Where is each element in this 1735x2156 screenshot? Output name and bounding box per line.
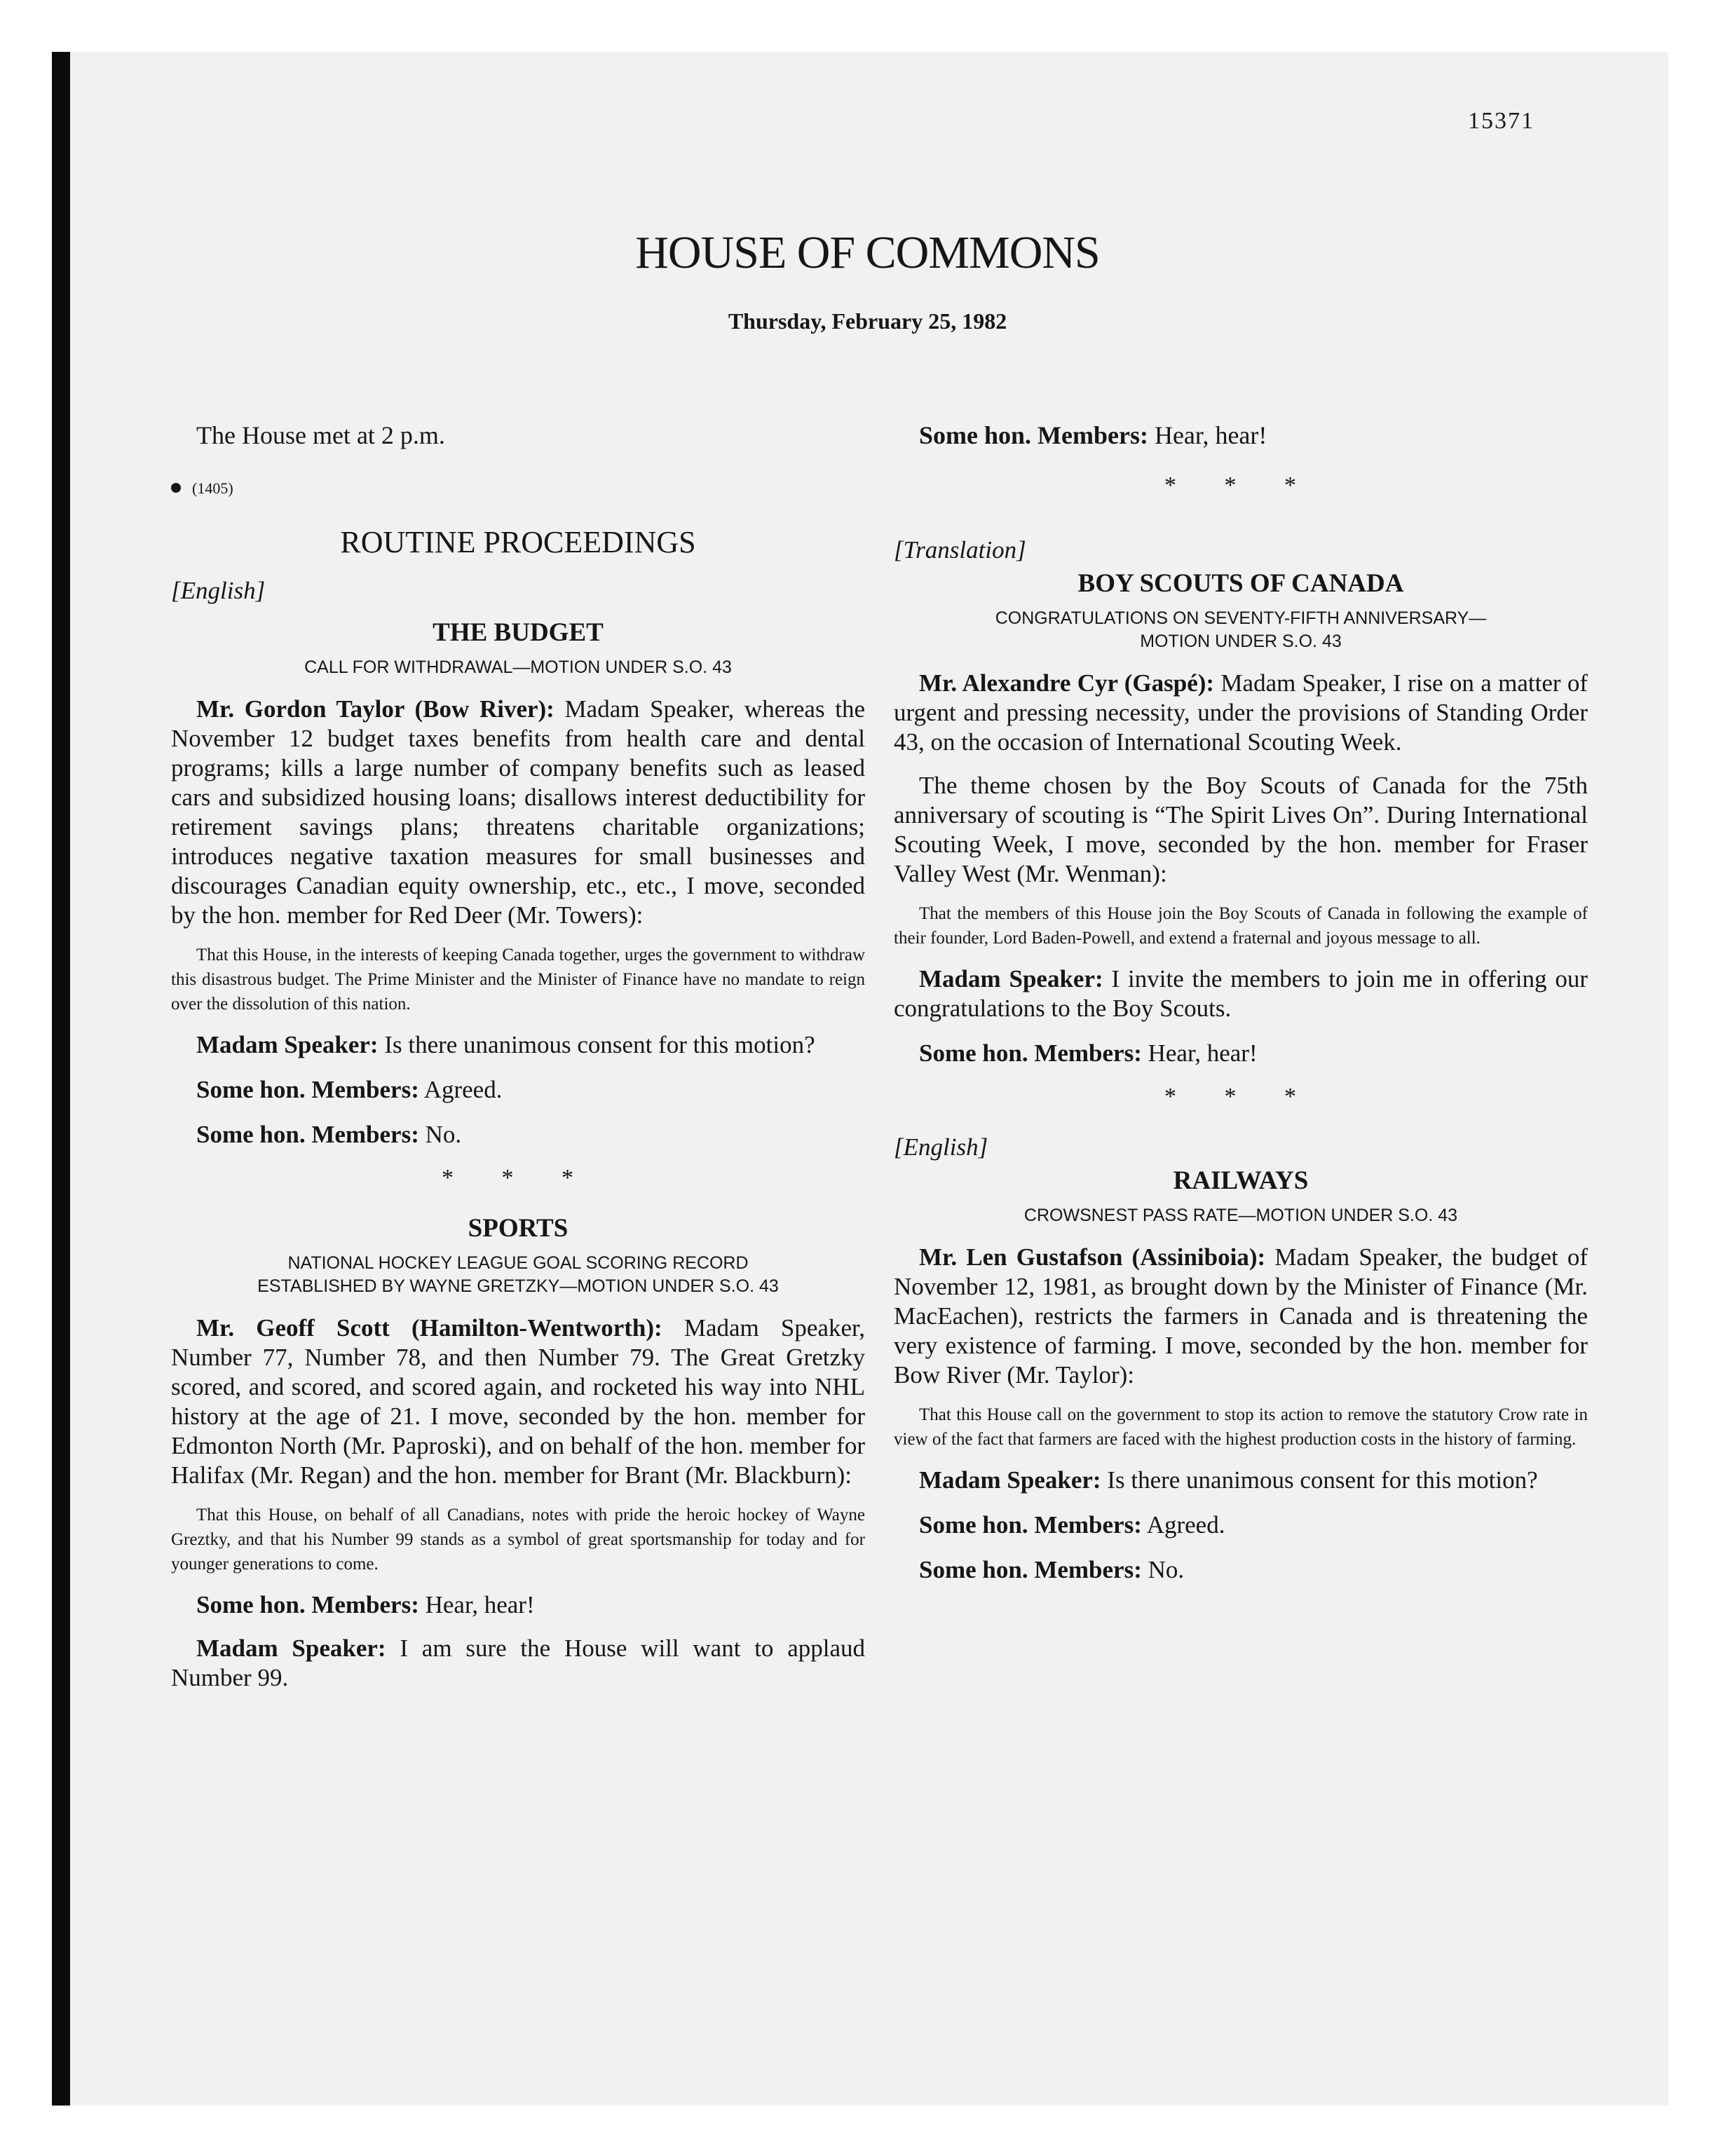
language-note: [English] bbox=[894, 1133, 988, 1161]
subheading-budget: CALL FOR WITHDRAWAL—MOTION UNDER S.O. 43 bbox=[304, 657, 732, 677]
reply-hear-hear bbox=[894, 421, 1588, 450]
speaker-name: Madam Speaker: bbox=[196, 1031, 379, 1058]
speaker-name: Mr. Alexandre Cyr (Gaspé): bbox=[919, 669, 1215, 697]
speech-gustafson bbox=[894, 1243, 1588, 1390]
right-column bbox=[894, 421, 1588, 1585]
speech-text: Madam Speaker, the budget of November 12, 1981, as brought down by the Minister of Finance (Mr. MacEachen), restricts the farmers in Canada and is threatening the very existence of farming. I move, seconded by the hon. member for Bow River (Mr. Taylor): bbox=[894, 1243, 1588, 1389]
speaker-name: Some hon. Members: bbox=[919, 421, 1148, 449]
closing-remark bbox=[171, 1634, 865, 1693]
consent-question bbox=[171, 1030, 865, 1060]
speech-text: Madam Speaker, Number 77, Number 78, and then Number 79. The Great Gretzky scored, and scored, and scored again, and rocketed his way into NHL history at the age of 21. I move, seconded by the hon. member for Edmonton North (Mr. Paproski), and on behalf of the hon. member for Halifax (Mr. Regan) and the hon. member for Brant (Mr. Blackburn): bbox=[171, 1314, 865, 1489]
speaker-name: Some hon. Members: bbox=[196, 1591, 419, 1618]
page-number: 15371 bbox=[1468, 108, 1535, 134]
speaker-name: Mr. Geoff Scott (Hamilton-Wentworth): bbox=[196, 1314, 662, 1342]
reply-hear-hear bbox=[171, 1590, 865, 1620]
heading-railways: RAILWAYS bbox=[1173, 1166, 1309, 1195]
section-separator: * * * bbox=[442, 1165, 594, 1191]
reply-agreed bbox=[171, 1075, 865, 1105]
section-separator: * * * bbox=[1164, 1084, 1317, 1110]
timestamp: (1405) bbox=[192, 479, 233, 497]
speaker-name: Madam Speaker: bbox=[919, 965, 1103, 992]
motion-sports: That this House, on behalf of all Canadians, notes with pride the heroic hockey of Wayne Greztky, and that his Number 99 stands as a symbol of great sportsmanship for today and for younger generations to come. bbox=[171, 1506, 865, 1574]
subheading-sports-2: ESTABLISHED BY WAYNE GRETZKY—MOTION UNDER S.O. 43 bbox=[257, 1276, 779, 1296]
speech-text: Is there unanimous consent for this motion? bbox=[384, 1031, 815, 1058]
motion-scouts: That the members of this House join the Boy Scouts of Canada in following the example of their founder, Lord Baden-Powell, and extend a fraternal and joyous message to all. bbox=[894, 904, 1588, 948]
speech-text: Hear, hear! bbox=[1154, 421, 1267, 449]
speaker-invitation bbox=[894, 964, 1588, 1023]
speaker-name: Mr. Gordon Taylor (Bow River): bbox=[196, 695, 554, 723]
section-title-routine-proceedings: ROUTINE PROCEEDINGS bbox=[340, 525, 696, 559]
consent-question bbox=[894, 1466, 1588, 1495]
reply-agreed bbox=[894, 1510, 1588, 1540]
subheading-sports-1: NATIONAL HOCKEY LEAGUE GOAL SCORING RECORD bbox=[287, 1253, 749, 1273]
binding-edge bbox=[52, 52, 70, 2106]
speech-text: I invite the members to join me in offering our congratulations to the Boy Scouts. bbox=[894, 965, 1588, 1022]
speech-cyr bbox=[894, 669, 1588, 757]
speech-cyr-continued: The theme chosen by the Boy Scouts of Canada for the 75th anniversary of scouting is “The Spirit Lives On”. During International Scouting Week, I move, seconded by the hon. member for Fraser Valley West (Mr. Wenman): bbox=[894, 772, 1588, 887]
bullet-icon bbox=[171, 483, 181, 493]
heading-sports: SPORTS bbox=[468, 1214, 569, 1243]
motion-budget: That this House, in the interests of keeping Canada together, urges the government to withdraw this disastrous budget. The Prime Minister and the Minister of Finance have no mandate to reign over the dissolution of this nation. bbox=[171, 946, 865, 1014]
speech-text: No. bbox=[425, 1121, 462, 1148]
left-column bbox=[171, 421, 865, 1693]
timestamp-line bbox=[171, 471, 865, 503]
opening-line: The House met at 2 p.m. bbox=[196, 421, 445, 449]
speech-text: Is there unanimous consent for this motion? bbox=[1107, 1466, 1538, 1494]
reply-no bbox=[171, 1120, 865, 1149]
speech-taylor bbox=[171, 695, 865, 930]
language-note: [Translation] bbox=[894, 536, 1026, 564]
heading-boy-scouts: BOY SCOUTS OF CANADA bbox=[1077, 569, 1404, 598]
speech-text: Agreed. bbox=[1146, 1511, 1225, 1538]
speaker-name: Mr. Len Gustafson (Assiniboia): bbox=[919, 1243, 1266, 1271]
speech-scott bbox=[171, 1314, 865, 1490]
speech-text: Madam Speaker, whereas the November 12 budget taxes benefits from health care and dental programs; kills a large number of company benefits such as leased cars and subsidized housing loans; disallows interest deductibility for retirement savings plans; threatens charitable organizations; introduces negative taxation measures for small businesses and discourages Canadian equity ownership, etc., etc., I move, seconded by the hon. member for Red Deer (Mr. Towers): bbox=[171, 695, 866, 929]
speech-text: Agreed. bbox=[423, 1076, 503, 1103]
language-note: [English] bbox=[171, 577, 266, 604]
speaker-name: Madam Speaker: bbox=[919, 1466, 1101, 1494]
motion-railways: That this House call on the government to stop its action to remove the statutory Crow rate in view of the fact that farmers are faced with the highest production costs in the history of farming. bbox=[894, 1405, 1588, 1449]
speaker-name: Some hon. Members: bbox=[919, 1511, 1142, 1538]
speech-text: Madam Speaker, I rise on a matter of urgent and pressing necessity, under the provisions of Standing Order 43, on the occasion of International Scouting Week. bbox=[894, 669, 1588, 756]
heading-the-budget: THE BUDGET bbox=[433, 618, 604, 647]
sitting-date: Thursday, February 25, 1982 bbox=[728, 308, 1007, 334]
speech-text: No. bbox=[1148, 1556, 1185, 1583]
page-title: HOUSE OF COMMONS bbox=[635, 227, 1100, 278]
speech-text: I am sure the House will want to applaud Number 99. bbox=[171, 1635, 866, 1691]
speaker-name: Some hon. Members: bbox=[196, 1121, 419, 1148]
speech-text: Hear, hear! bbox=[425, 1591, 535, 1618]
reply-no bbox=[894, 1555, 1588, 1585]
speech-text: Hear, hear! bbox=[1148, 1039, 1258, 1067]
section-separator: * * * bbox=[1164, 472, 1317, 498]
speaker-name: Some hon. Members: bbox=[196, 1076, 419, 1103]
subheading-scouts-1: CONGRATULATIONS ON SEVENTY-FIFTH ANNIVERSARY— bbox=[995, 608, 1487, 628]
speaker-name: Madam Speaker: bbox=[196, 1635, 386, 1662]
subheading-scouts-2: MOTION UNDER S.O. 43 bbox=[1140, 632, 1342, 651]
speaker-name: Some hon. Members: bbox=[919, 1039, 1142, 1067]
subheading-railways: CROWSNEST PASS RATE—MOTION UNDER S.O. 43 bbox=[1023, 1206, 1458, 1225]
speaker-name: Some hon. Members: bbox=[919, 1556, 1142, 1583]
reply-hear-hear bbox=[894, 1039, 1588, 1068]
